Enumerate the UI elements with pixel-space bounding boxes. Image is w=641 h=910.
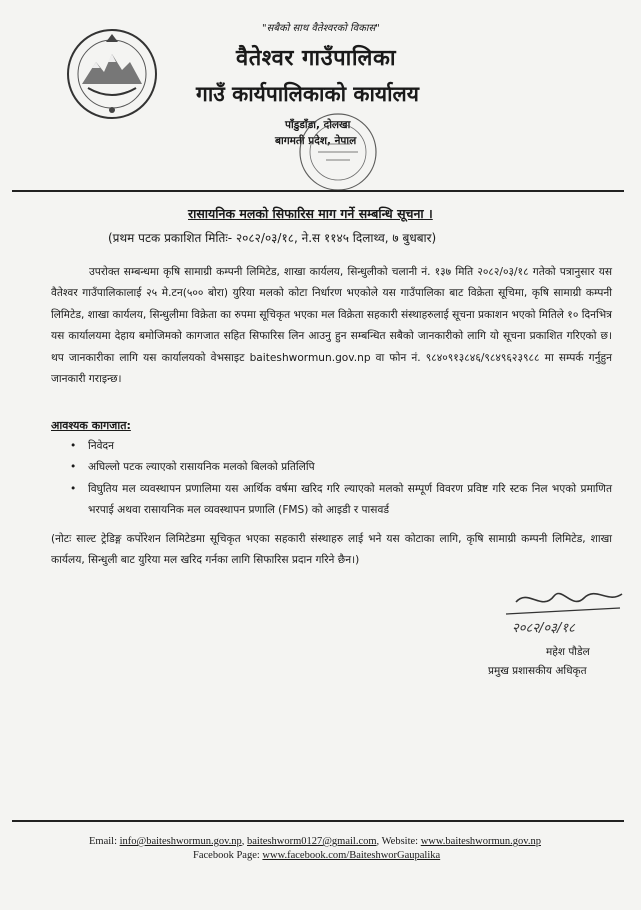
email-separator: , (241, 836, 248, 847)
notice-body (51, 262, 612, 390)
header-divider (12, 190, 624, 192)
website-label: , Website: (376, 836, 421, 847)
footer-divider (12, 820, 624, 822)
svg-text:२०८२/०३/१८: २०८२/०३/१८ (512, 621, 575, 636)
requirement-item (70, 457, 612, 478)
office-stamp-seal (296, 110, 380, 194)
facebook-label: Facebook Page: (193, 850, 263, 861)
website-link[interactable]: www.baiteshwormun.gov.np (420, 836, 541, 847)
email-label: Email: (89, 836, 120, 847)
facebook-link[interactable]: www.facebook.com/BaiteshworGaupalika (262, 850, 441, 861)
municipality-name: वैतेश्वर गाउँपालिका (236, 46, 397, 71)
requirement-text: अघिल्लो पटक ल्याएको रासायनिक मलको बिलको प्रतिलिपि (88, 461, 315, 474)
notice-note: (नोटः साल्ट ट्रेडिङ्ग कर्पोरेशन लिमिटेडमा सूचिकृत भएका सहकारी संस्थाहरु लाई भने यस कोटाका लागि, कृषि सामाग्री कम्पनी लिमिटेड, शाखा कार्यलय, सिन्धुली बाट युरिया मल खरिद गर्नका लागि सिफारिस प्रदान गरिने छैन।) (51, 533, 612, 567)
footer-contact (89, 836, 541, 847)
slogan: "सबैको साथ वैतेश्वरको विकास" (262, 23, 380, 34)
email-link-info[interactable]: info@baiteshwormun.gov.np (119, 836, 242, 847)
handwritten-signature (498, 582, 628, 638)
notice-title: रासायनिक मलको सिफारिस माग गर्ने सम्बन्धि सूचना । (188, 206, 433, 221)
first-published-date: (प्रथम पटक प्रकाशित मितिः- २०८२/०३/१८, ने.स ११४५ दिलाथ्व, ७ बुधबार) (108, 231, 437, 245)
office-province: बागमती प्रदेश, नेपाल (275, 135, 357, 147)
notice-body-text: उपरोक्त सम्बन्धमा कृषि सामाग्री कम्पनी लिमिटेड, शाखा कार्यलय, सिन्धुलीको चलानी नं. १३७ मिति २०८२/०३/१८ गतेको पत्रानुसार यस वैतेश्वर गाउँपालिकालाई २५ मे.टन(५०० बोरा) युरिया मलको कोटा निर्धारण भएकोले यस गाउँपालिका बाट विक्रेता सूचिमा, कृषि सामाग्री कम्पनी लिमिटेड, शाखा कार्यलय, सिन्धुलीमा विक्रेता का रुपमा सूचिकृत भएका मल विक्रेता सहकारी संस्थाहरुलाई सूचना प्रकाशन भएको मितिले १० दिनभित्र यस कार्यालयमा देहाय बमोजिमको कागजात सहित सिफारिस लिन आउनु हुन सम्बन्धित सबैको जानकारीको लागि यो सूचना प्रकाशित गरिएको छ। थप जानकारीका लागि यस कार्यालयको वेभसाइट baiteshwormun.gov.np वा फोन नं. ९८४०९१३८४६/९८४९६२३९८८ मा सम्पर्क गर्नुहुन जानकारी गराइन्छ। (51, 266, 612, 386)
requirement-item (70, 479, 612, 522)
requirement-item (70, 436, 612, 457)
email-link-gmail[interactable]: baiteshworm0127@gmail.com (247, 836, 377, 847)
requirements-heading: आवश्यक कागजात: (51, 419, 131, 432)
government-emblem-logo (66, 28, 158, 120)
signer-name: महेश पौडेल (546, 646, 590, 658)
signer-title: प्रमुख प्रशासकीय अधिकृत (488, 665, 587, 677)
requirement-text: निवेदन (88, 440, 115, 452)
requirements-list (70, 436, 612, 522)
footer-facebook (193, 850, 440, 861)
requirement-text: • विघुतिय मल व्यवस्थापन प्रणालिमा यस आर्थिक वर्षमा खरिद गरि ल्याएको मलको सम्पूर्ण विवरण प्रविष्ट गरि स्टक निल भएको प्रमाणित भरपाई अथवा रासायनिक मल व्यवस्थापन प्रणालि (FMS) को आइडी र पासवर्ड (88, 482, 612, 517)
office-name: गाउँ कार्यपालिकाको कार्यालय (196, 82, 419, 106)
office-address: पाँडुडाँडा, दोलखा (285, 119, 351, 131)
